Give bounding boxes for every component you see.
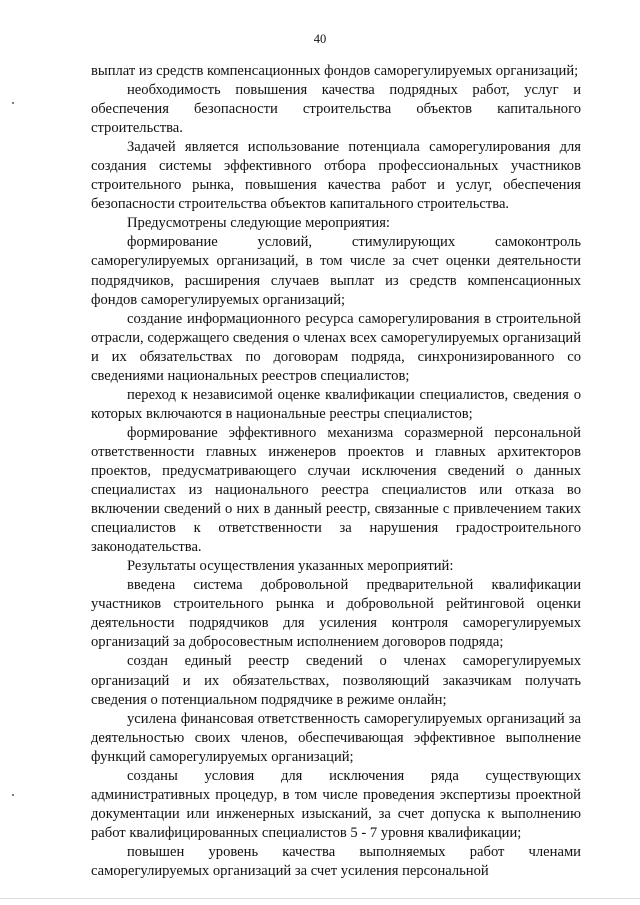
paragraph: создание информационного ресурса саморегулирования в строительной отрасли, содержащего сведения о членах всех саморегулируемых организаций и их обязательствах по договорам подряда, синхронизированного со сведениями национальных реестров специалистов; (91, 310, 581, 384)
paragraph: Задачей является использование потенциала саморегулирования для создания системы эффективного отбора профессиональных участников строительного рынка, повышения качества работ и услуг, обеспечения безопасности строительства объектов капитального строительства. (91, 139, 581, 213)
paragraph: переход к независимой оценке квалификации специалистов, сведения о которых включаются в национальные реестры специалистов; (91, 386, 581, 422)
paragraph-continued: выплат из средств компенсационных фондов саморегулируемых организаций; (91, 63, 579, 79)
scan-bottom-edge (0, 898, 640, 899)
paragraph: формирование условий, стимулирующих самоконтроль саморегулируемых организаций, в том числе за счет оценки деятельности подрядчиков, расширения случаев выплат из средств компенсационных фондов саморегулируемых организаций; (91, 234, 581, 308)
paragraph: формирование эффективного механизма соразмерной персональной ответственности главных инженеров проектов и главных архитекторов проектов, предусматривающего случаи исключения сведений о данных специалистах из национального реестра специалистов или отказа во включении сведений о них в данный реестр, связанные с привлечением таких специалистов к ответственности за нарушения градостроительного законодательства. (91, 424, 581, 556)
paragraph: Результаты осуществления указанных мероприятий: (127, 558, 454, 575)
paragraph: введена система добровольной предварительной квалификации участников строительного рынка и добровольной рейтинговой оценки деятельности подрядчиков для усиления контроля саморегулируемых организаций за добросовестным исполнением договоров подряда; (91, 577, 581, 651)
scan-speck (12, 794, 14, 796)
paragraph: усилена финансовая ответственность саморегулируемых организаций за деятельностью своих членов, обеспечивающая эффективное выполнение функций саморегулируемых организаций; (91, 710, 581, 765)
paragraph: повышен уровень качества выполняемых работ членами саморегулируемых организаций за счет усиления персональной (91, 843, 581, 879)
page-number: 40 (313, 32, 327, 46)
paragraph: Предусмотрены следующие мероприятия: (127, 215, 390, 232)
paragraph: необходимость повышения качества подрядных работ, услуг и обеспечения безопасности строительства объектов капитального строительства. (91, 82, 581, 137)
document-body (91, 62, 581, 881)
paragraph: созданы условия для исключения ряда существующих административных процедур, в том числе проведения экспертизы проектной документации или инженерных изысканий, за счет допуска к выполнению работ квалифицированных специалистов 5 - 7 уровня квалификации; (91, 767, 581, 841)
scan-speck (12, 102, 14, 104)
paragraph: создан единый реестр сведений о членах саморегулируемых организаций и их обязательствах, позволяющий заказчикам получать сведения о потенциальном подрядчике в режиме онлайн; (91, 653, 581, 708)
